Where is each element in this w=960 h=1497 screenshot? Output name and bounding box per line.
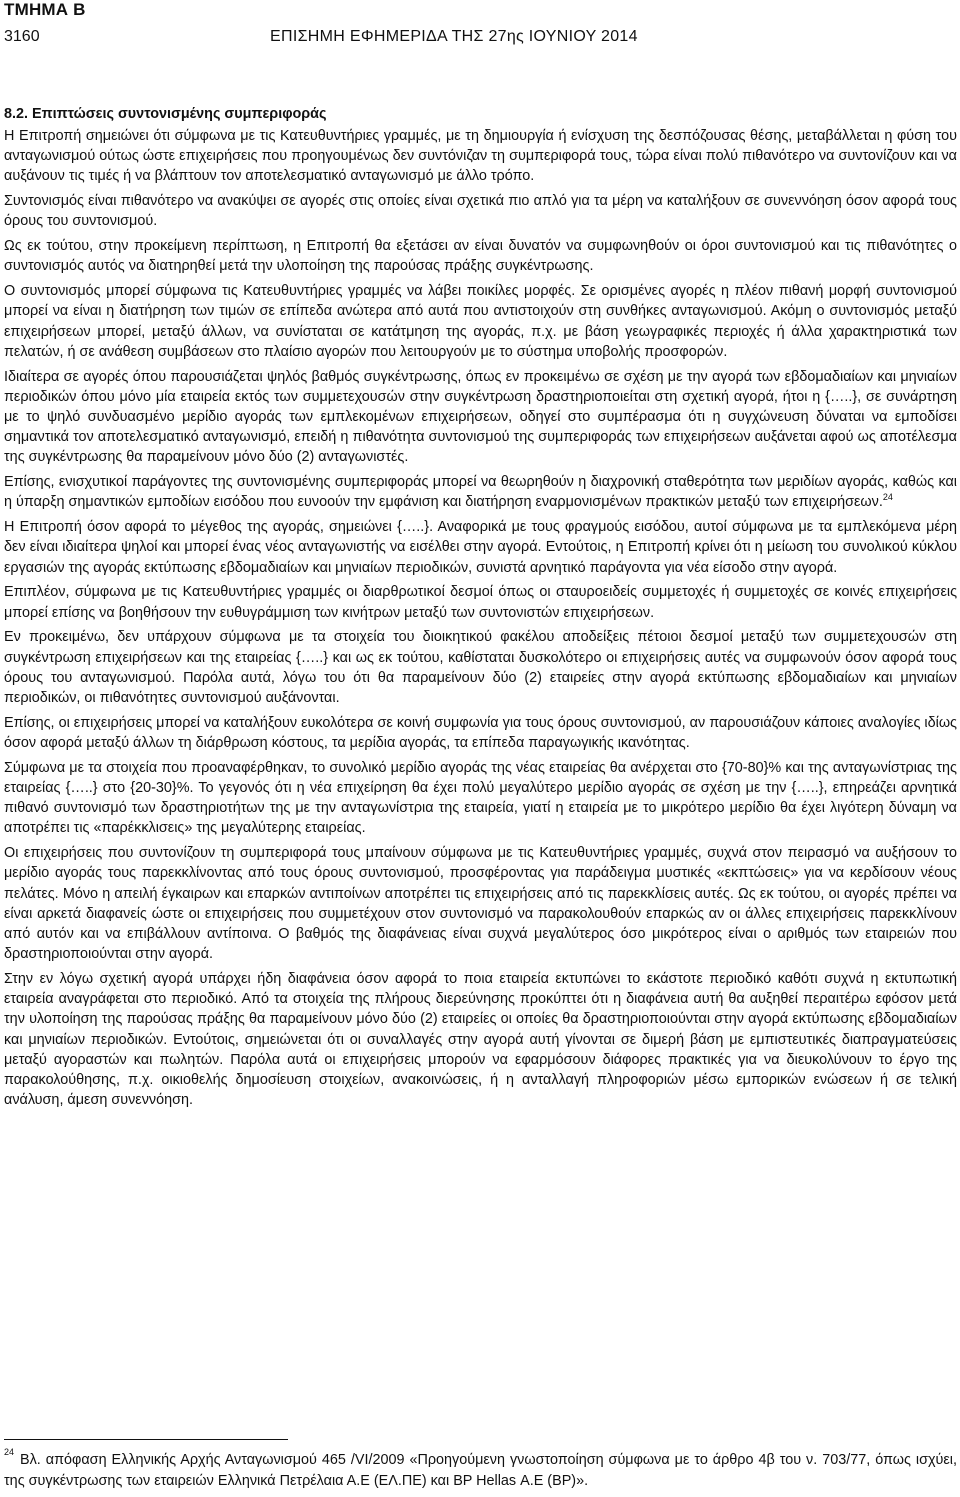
footnote-divider — [4, 1439, 288, 1440]
footnote — [4, 1445, 957, 1492]
body-text — [4, 126, 957, 1115]
paragraph: Ο συντονισμός μπορεί σύμφωνα τις Κατευθυντήριες γραμμές να λάβει ποικίλες μορφές. Σε ορισμένες αγορές η πλέον πιθανή μορφή συντονισμού μπορεί να είναι η διατήρηση των τιμών σε επίπεδα ανώτερα από αυτά που αντιστοιχούν στη συνθήκες ανταγωνισμού. Ακόμη ο συντονισμός μεταξύ επιχειρήσεων μπορεί, μεταξύ άλλων, να συνίσταται σε κατάτμηση της αγοράς, π.χ. με βάση γεωγραφικές περιοχές ή άλλα χαρακτηριστικά των πελατών, ή σε ανάθεση συμβάσεων στο πλαίσιο αγορών που λειτουργούν με το σύστημα υποβολής προσφορών. — [4, 283, 957, 360]
page-number: 3160 — [4, 28, 40, 45]
paragraph: Ιδιαίτερα σε αγορές όπου παρουσιάζεται ψηλός βαθμός συγκέντρωσης, όπως εν προκειμένω σε σχέση με την αγορά των εβδομαδιαίων και μηνιαίων περιοδικών όπου μόνο μία εταιρεία εκτός των συμμετεχουσών στην συγκέντρωση δραστηριοποιείται στη σχετική αγορά, ήτοι η {…..}, σε συνάρτηση με το ψηλό συνδυασμένο μερίδιο αγοράς των εμπλεκομένων επιχειρήσεων, οδηγεί στο συμπέρασμα ότι η συγχώνευση δύναται να εμποδίσει σημαντικά τον αποτελεσματικό ανταγωνισμό, επειδή η πιθανότητα συντονισμού της συμπεριφοράς των επιχειρήσεων αυξάνεται αφού ως αποτέλεσμα της συγκέντρωσης θα παραμείνουν μόνο δύο (2) ανταγωνιστές. — [4, 368, 957, 466]
paragraph-with-footnote — [4, 472, 957, 512]
paragraph: Ως εκ τούτου, στην προκείμενη περίπτωση, η Επιτροπή θα εξετάσει αν είναι δυνατόν να συμφωνηθούν οι όροι συντονισμού και τις πιθανότητες ο συντονισμός αυτός να διατηρηθεί μετά την υλοποίηση της παρούσας πράξης συγκέντρωσης. — [4, 238, 957, 275]
paragraph: Συντονισμός είναι πιθανότερο να ανακύψει σε αγορές στις οποίες είναι σχετικά πιο απλό για τα μέρη να καταλήξουν σε συνεννόηση όσον αφορά τους όρους του συντονισμού. — [4, 193, 957, 230]
footnote-text: Βλ. απόφαση Ελληνικής Αρχής Ανταγωνισμού 465 /VI/2009 «Προηγούμενη γνωστοποίηση σύμφωνα με το άρθρο 4β του ν. 703/77, όπως ισχύει, της συγκέντρωσης των εταιρειών Ελληνικά Πετρέλαια Α.Ε (ΕΛ.ΠΕ) και BP Hellas Α.Ε (BP)». — [4, 1451, 957, 1489]
footnote-number: 24 — [4, 1447, 15, 1457]
paragraph: Σύμφωνα με τα στοιχεία που προαναφέρθηκαν, το συνολικό μερίδιο αγοράς της νέας εταιρείας θα ανέρχεται στο {70-80}% και της ανταγωνίστριας της εταιρείας {…..} στο {20-30}%. Το γεγονός ότι η νέα επιχείρηση θα έχει πολύ μεγαλύτερο μερίδιο αγοράς σε σχέση με την {…..}, επηρεάζει αρνητικά πιθανό συντονισμό των δραστηριοτήτων της με την ανταγωνίστρια της εταιρεία, γιατί η εταιρεία με το μικρότερο μερίδιο θα έχει λιγότερη δύναμη να αποτρέπει τις «παρέκκλισεις» της μεγαλύτερης εταιρείας. — [4, 759, 957, 837]
footnote-reference[interactable]: 24 — [882, 491, 893, 502]
paragraph-text: Επίσης, ενισχυτικοί παράγοντες της συντονισμένης συμπεριφοράς μπορεί να θεωρηθούν η διαχρονική σταθερότητα των μεριδίων αγοράς, καθώς και η ύπαρξη σημαντικών εμποδίων εισόδου που ευνοούν την εμφάνιση και διατήρηση εναρμονισμένων πρακτικών μεταξύ των επιχειρήσεων. — [4, 474, 957, 511]
gazette-title: ΕΠΙΣΗΜΗ ΕΦΗΜΕΡΙΔΑ ΤΗΣ 27ης ΙΟΥΝΙΟΥ 2014 — [270, 28, 638, 45]
paragraph: Στην εν λόγω σχετική αγορά υπάρχει ήδη διαφάνεια όσον αφορά το ποια εταιρεία εκτυπώνει το εκάστοτε περιοδικό καθότι συχνά η εκτυπωτική εταιρεία αναγράφεται στο περιοδικό. Από τα στοιχεία της πλήρους διερεύνησης προκύπτει ότι η διαφάνεια αυτή θα αυξηθεί περαιτέρω εφόσον μετά την υλοποίηση της παρούσας πράξης θα παραμείνουν μόνο δύο (2) εταιρείες οι οποίες θα δραστηριοποιούνται στην αγορά εκτύπωσης εβδομαδιαίων και μηνιαίων περιοδικών. Εντούτοις, σημειώνεται ότι οι συναλλαγές στην αγορά αυτή γίνονται σε διμερή βάση με εμπιστευτικές διαπραγματεύσεις μεταξύ αγοραστών και πωλητών. Παρόλα αυτά οι επιχειρήσεις μπορούν να εφαρμόσουν διάφορες πρακτικές για να διευκολύνουν το έργο της παρακολούθησης, π.χ. οικιοθελής δημοσίευση στοιχείων, ανακοινώσεις, ή η ανταλλαγή πληροφοριών μέσω εμπορικών ενώσεων ή σε τελική ανάλυση, άμεση συνεννόηση. — [4, 971, 957, 1109]
paragraph: Επίσης, οι επιχειρήσεις μπορεί να καταλήξουν ευκολότερα σε κοινή συμφωνία για τους όρους συντονισμού, αν παρουσιάζουν κάποιες αναλογίες ιδίως όσον αφορά μεταξύ άλλων τη διάρθρωση κόστους, τα μερίδια αγοράς, τα επίπεδα παραγωγικής ικανότητας. — [4, 714, 957, 752]
paragraph: Εν προκειμένω, δεν υπάρχουν σύμφωνα με τα στοιχεία του διοικητικού φακέλου αποδείξεις πέτοιοι δεσμοί μεταξύ των συμμετεχουσών στη συγκέντρωση επιχειρήσεων και της εταιρείας {…..} και ως εκ τούτου, καθίσταται δυσκολότερο οι επιχειρήσεις αυτές να συμφωνούν όσον αφορά τους όρους του ανταγωνισμού. Παρόλα αυτά, λόγω του ότι θα παραμείνουν δύο (2) εταιρείες στην αγορά εκτύπωσης εβδομαδιαίων και μηνιαίων περιοδικών, οι πιθανότητες συντονισμού αυξάνονται. — [4, 629, 957, 707]
section-label: ΤΜΗΜΑ Β — [4, 0, 86, 19]
paragraph: Η Επιτροπή σημειώνει ότι σύμφωνα με τις Κατευθυντήριες γραμμές, με τη δημιουργία ή ενίσχυση της δεσπόζουσας θέσης, μεταβάλλεται η φύση του ανταγωνισμού ούτως ώστε επιχειρήσεις που προηγουμένως δεν συντόνιζαν τη συμπεριφορά τους, τώρα είναι πολύ πιθανότερο να συντονίζουν και να αυξάνουν τις τιμές ή να βλάπτουν τον αποτελεσματικό ανταγωνισμό με άλλο τρόπο. — [4, 128, 957, 185]
paragraph: Η Επιτροπή όσον αφορά το μέγεθος της αγοράς, σημειώνει {…..}. Αναφορικά με τους φραγμούς εισόδου, αυτοί σύμφωνα με τα εμπλεκόμενα μέρη δεν είναι ιδιαίτερα ψηλοί και μπορεί ένας νέος ανταγωνιστής να εισέλθει στην αγορά. Εντούτοις, η Επιτροπή κρίνει ότι η μείωση του συνολικού κύκλου εργασιών της αγοράς εκτύπωσης εβδομαδιαίων και μηνιαίων περιοδικών, συνιστά αρνητικό παράγοντα για νέα είσοδο στην αγορά. — [4, 519, 957, 576]
section-heading: 8.2. Επιπτώσεις συντονισμένης συμπεριφοράς — [4, 106, 327, 122]
paragraph: Οι επιχειρήσεις που συντονίζουν τη συμπεριφορά τους μπαίνουν σύμφωνα με τις Κατευθυντήριες γραμμές, συχνά στον πειρασμό να αυξήσουν το μερίδιο αγοράς τους παρεκκλίνοντας από τους όρους συντονισμού, προσφέροντας για παράδειγμα μυστικές «εκπτώσεις» για να κερδίσουν νέους πελάτες. Μόνο η απειλή έγκαιρων και επαρκών αντιποίνων αποτρέπει τις επιχειρήσεις από τις παρεκκλίσεις αυτές. Ως εκ τούτου, οι αγορές πρέπει να είναι αρκετά διαφανείς ώστε οι επιχειρήσεις που συμμετέχουν στον συντονισμό να παρακολουθούν επαρκώς αν οι άλλες επιχειρήσεις παρεκκλίνουν από αυτόν και να επιβάλλουν αντίποινα. Ο βαθμός της διαφάνειας είναι συχνά μεγαλύτερος όσο μικρότερος είναι ο αριθμός των εταιρειών που δραστηριοποιούνται στην αγορά. — [4, 845, 957, 963]
paragraph: Επιπλέον, σύμφωνα με τις Κατευθυντήριες γραμμές οι διαρθρωτικοί δεσμοί όπως οι σταυροειδείς συμμετοχές ή συμμετοχές σε κοινές επιχειρήσεις μπορεί επίσης να βοηθήσουν την ευθυγράμμιση των κινήτρων μεταξύ των συντονιστών επιχειρήσεων. — [4, 584, 957, 621]
